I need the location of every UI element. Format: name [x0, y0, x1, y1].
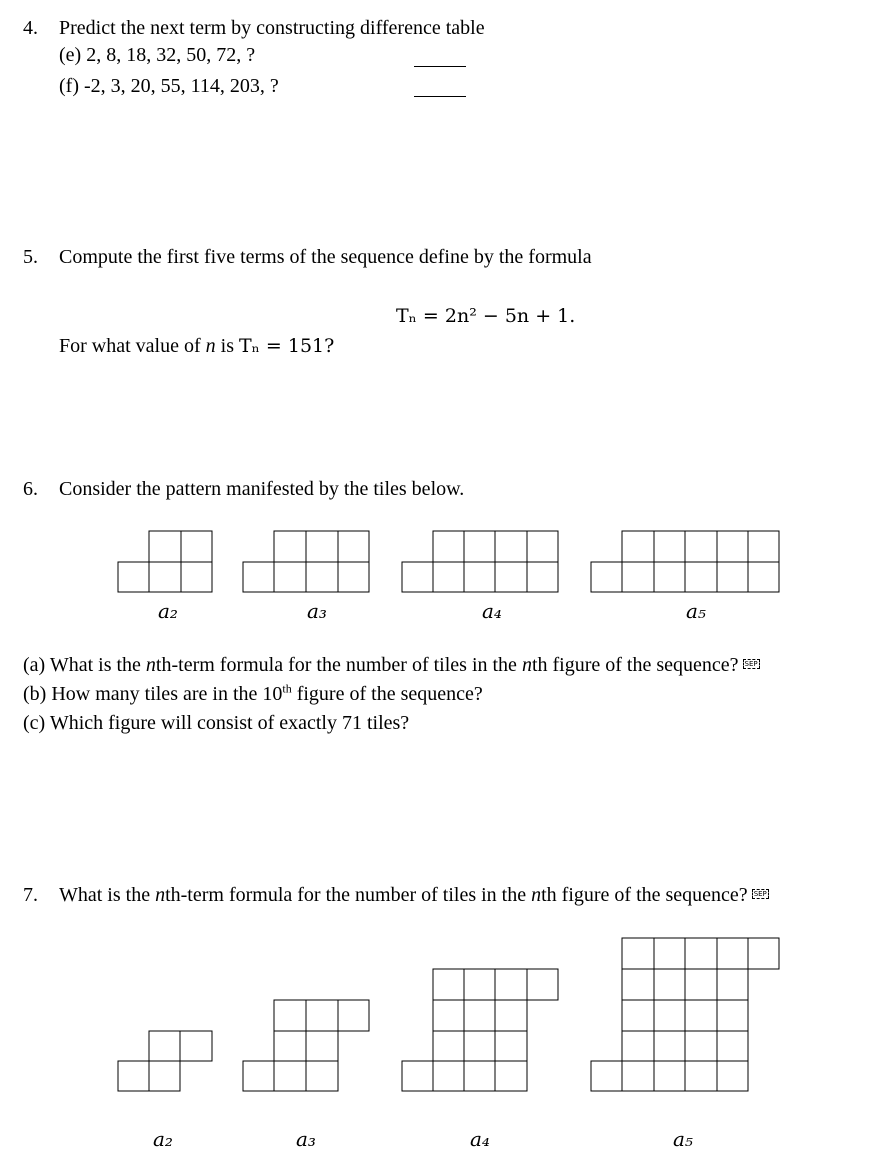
- q6-b-pre: (b) How many tiles are in the 10: [23, 683, 283, 705]
- q7-pre: What is the: [59, 884, 156, 906]
- q7-number: 7.: [23, 884, 38, 906]
- q6-label-a4: a₄: [482, 599, 502, 623]
- q6-figure-a3: [243, 531, 369, 592]
- q6-label-a5: a₅: [686, 599, 706, 623]
- q7-figure-a4: [402, 969, 558, 1091]
- q7-label-a4: a₄: [470, 1127, 490, 1151]
- q6-figure-a4: [402, 531, 558, 592]
- q4-part-f: (f) -2, 3, 20, 55, 114, 203, ?: [59, 75, 279, 97]
- q6-b-sup: th: [282, 681, 292, 696]
- q7-label-a3: a₃: [296, 1127, 316, 1151]
- q6-a-pre: (a) What is the: [23, 654, 146, 676]
- q7-post: th figure of the sequence?: [541, 884, 748, 906]
- q7-prompt: [59, 885, 769, 905]
- q6-b-post: figure of the sequence?: [291, 683, 483, 705]
- q6-part-b: [23, 681, 483, 705]
- q6-a-mid: th-term formula for the number of tiles in the: [155, 654, 522, 676]
- q7-label-a2: a₂: [153, 1127, 173, 1151]
- q7-figure-a3: [243, 1000, 369, 1091]
- q6-a-post: th figure of the sequence?: [531, 654, 739, 676]
- q5-question-mid: is: [215, 335, 239, 357]
- q5-number: 5.: [23, 246, 38, 268]
- sep-mark-icon: SEP: [744, 660, 758, 669]
- q7-figure-a2: [118, 1031, 212, 1091]
- q6-number: 6.: [23, 478, 38, 500]
- q6-prompt: Consider the pattern manifested by the tiles below.: [59, 478, 465, 500]
- q7-mid: th-term formula for the number of tiles in the: [165, 884, 532, 906]
- q6-label-a3: a₃: [307, 599, 327, 623]
- q4-prompt: Predict the next term by constructing difference table: [59, 17, 485, 39]
- q6-a-n2: n: [521, 654, 532, 676]
- q5-formula: Tₙ = 2n² − 5n + 1.: [396, 305, 576, 327]
- q7-label-a5: a₅: [673, 1127, 693, 1151]
- q5-question-pre: For what value of: [59, 335, 206, 357]
- q6-figure-a2: [118, 531, 212, 592]
- q5-question-n: n: [205, 335, 216, 357]
- q6-a-n: n: [145, 654, 156, 676]
- sep-mark-icon: SEP: [753, 890, 767, 899]
- q5-question-eq: Tₙ = 151?: [238, 335, 335, 357]
- q5-prompt: Compute the first five terms of the sequence define by the formula: [59, 246, 592, 268]
- q4-part-e: (e) 2, 8, 18, 32, 50, 72, ?: [59, 44, 256, 66]
- q6-figure-a5: [591, 531, 779, 592]
- q7-n2: n: [531, 884, 542, 906]
- q7-figure-a5: [591, 938, 779, 1091]
- q6-part-c: (c) Which figure will consist of exactly 71 tiles?: [23, 712, 410, 734]
- q6-label-a2: a₂: [158, 599, 178, 623]
- q6-part-a: [23, 655, 760, 675]
- q4-number: 4.: [23, 17, 38, 39]
- q7-n1: n: [155, 884, 166, 906]
